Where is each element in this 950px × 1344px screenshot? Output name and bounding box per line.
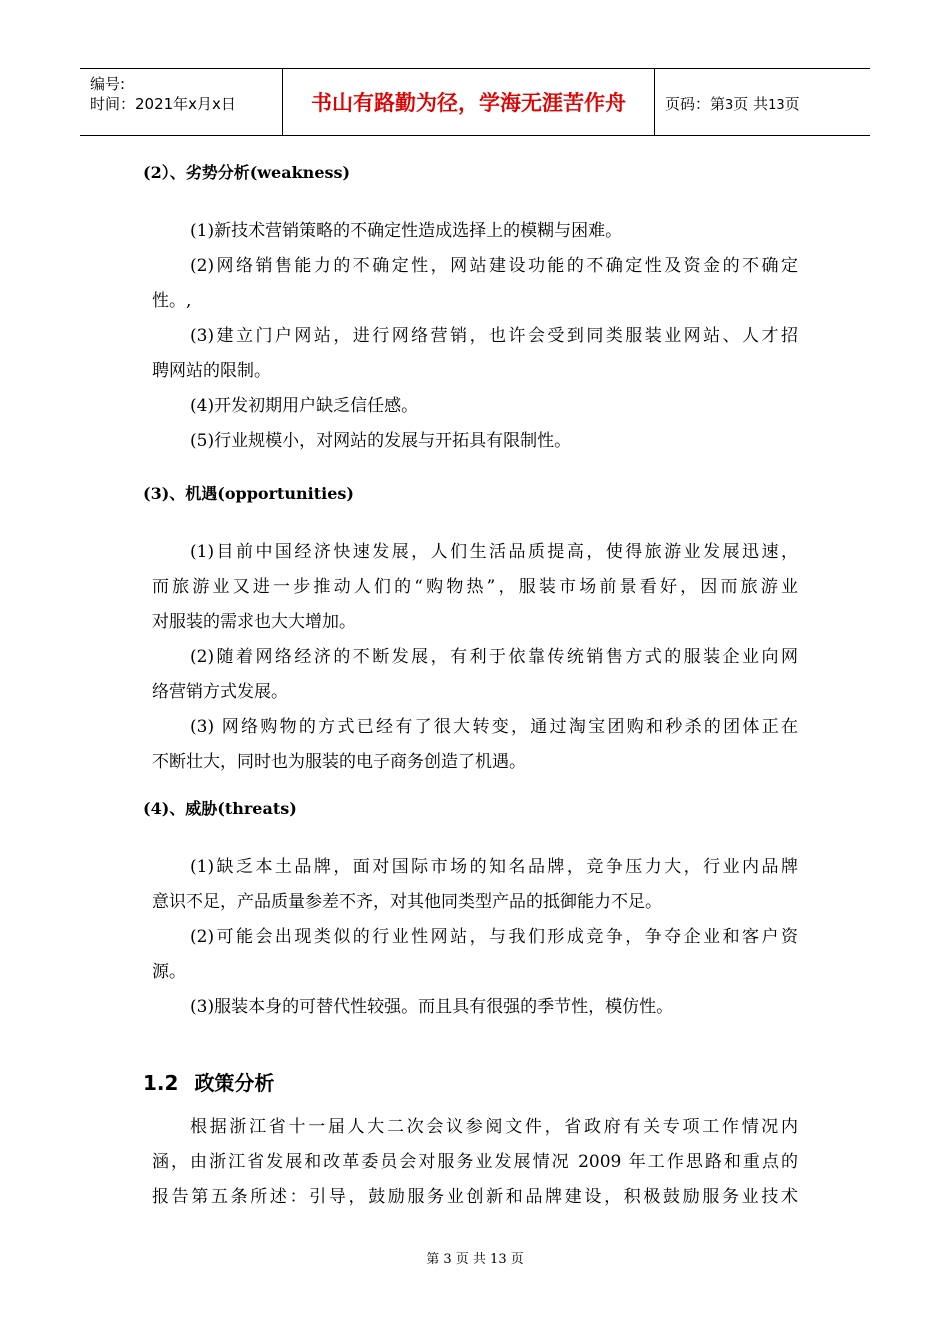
text-line: 报告第五条所述：引导，鼓励服务业创新和品牌建设，积极鼓励服务业技术: [152, 1187, 798, 1207]
page-suffix: 页: [784, 95, 800, 113]
header-motto: 书山有路勤为径，学海无涯苦作舟: [311, 91, 626, 115]
section-title-weakness: (2）、劣势分析(weakness): [143, 163, 351, 182]
policy-paragraph: [152, 1110, 798, 1215]
time-label: 时间：2021年x月x日: [90, 95, 236, 113]
header-page-number: [665, 93, 800, 114]
text-line: 根据浙江省十一届人大二次会议参阅文件，省政府有关专项工作情况内: [190, 1117, 798, 1137]
text-line: 而旅游业又进一步推动人们的“购物热”，服装市场前景看好，因而旅游业: [152, 577, 798, 597]
text-line: (1)目前中国经济快速发展，人们生活品质提高，使得旅游业发展迅速，: [190, 542, 798, 562]
text-line: 意识不足，产品质量参差不齐，对其他同类型产品的抵御能力不足。: [152, 892, 662, 912]
heading-policy-analysis: [143, 1067, 274, 1096]
text-line: 不断壮大，同时也为服装的电子商务创造了机遇。: [152, 752, 526, 772]
heading-text: 政策分析: [194, 1071, 275, 1095]
page-total: 13: [768, 98, 785, 113]
page-label: 页码：第: [665, 95, 726, 113]
text-line: (2)可能会出现类似的行业性网站，与我们形成竞争，争夺企业和客户资: [190, 927, 798, 947]
section-title-opportunities: (3)、机遇(opportunities): [143, 484, 354, 503]
header-info-cell: [80, 69, 282, 135]
text-line: (2)网络销售能力的不确定性，网站建设功能的不确定性及资金的不确定: [190, 256, 798, 276]
text-line: (3)服装本身的可替代性较强。而且具有很强的季节性，模仿性。: [190, 997, 674, 1017]
page-header: [80, 68, 870, 136]
text-line: 涵，由浙江省发展和改革委员会对服务业发展情况 2009 年工作思路和重点的: [152, 1152, 798, 1172]
threats-paragraph: [152, 850, 798, 1025]
opportunities-paragraph: [152, 535, 798, 780]
header-divider: [654, 69, 655, 135]
text-line: (4)开发初期用户缺乏信任感。: [190, 396, 419, 416]
text-line: 聘网站的限制。: [152, 361, 271, 381]
weakness-paragraph: [152, 214, 798, 459]
section-title-threats: (4)、威胁(threats): [143, 799, 297, 818]
number-label: 编号:: [90, 75, 126, 93]
text-line: (1)缺乏本土品牌，面对国际市场的知名品牌，竞争压力大，行业内品牌: [190, 857, 798, 877]
text-line: (3)建立门户网站，进行网络营销，也许会受到同类服装业网站、人才招: [190, 326, 798, 346]
page-current: 3: [725, 98, 734, 113]
text-line: 源。: [152, 962, 186, 982]
text-line: (3) 网络购物的方式已经有了很大转变，通过淘宝团购和秒杀的团体正在: [190, 717, 798, 737]
text-line: (1)新技术营销策略的不确定性造成选择上的模糊与困难。: [190, 221, 623, 241]
text-line: 性。,: [152, 291, 192, 311]
text-line: (5)行业规模小，对网站的发展与开拓具有限制性。: [190, 431, 572, 451]
text-line: 对服装的需求也大大增加。: [152, 612, 356, 632]
page-footer: 第 3 页 共 13 页: [426, 1252, 524, 1267]
page-mid: 页 共: [733, 95, 769, 113]
text-line: 络营销方式发展。: [152, 682, 288, 702]
heading-number: 1.2: [143, 1071, 179, 1095]
text-line: (2)随着网络经济的不断发展，有利于依靠传统销售方式的服装企业向网: [190, 647, 798, 667]
